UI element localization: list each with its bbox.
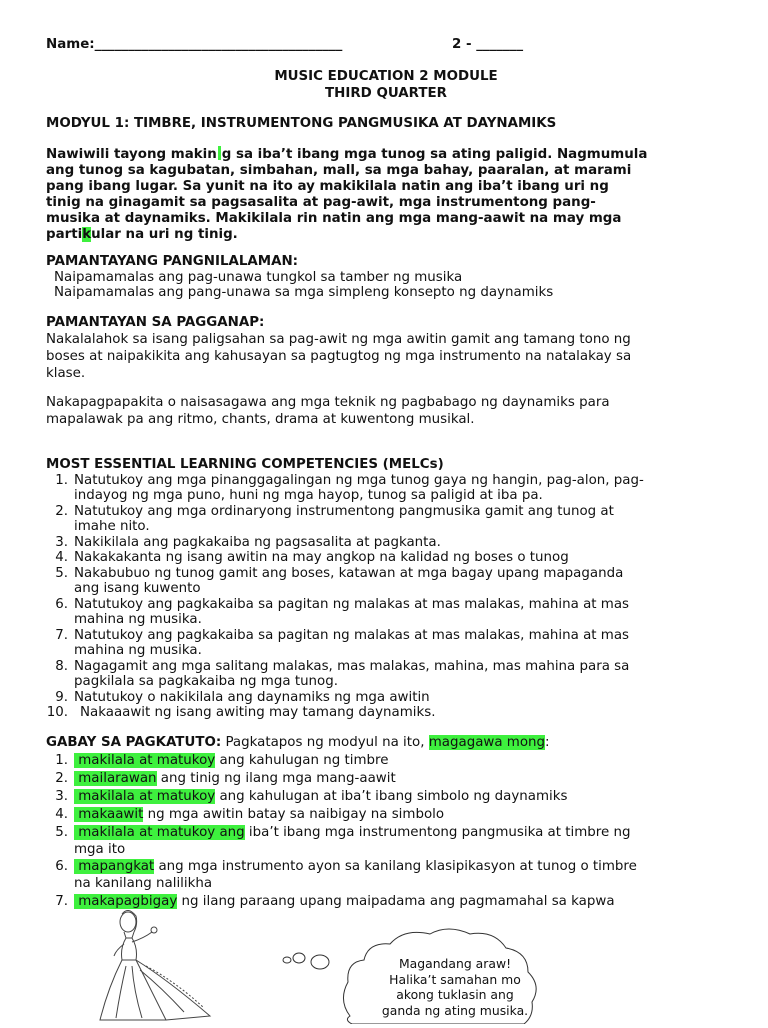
gabay-item: 5. makilala at matukoy ang iba’t ibang mga instrumentong pangmusika at timbre ng <box>55 825 631 840</box>
gabay-item-cont: na kanilang nalilikha <box>74 876 213 891</box>
melc-item-cont: indayog ng mga puno, huni ng mga hayop, tunog sa paligid at iba pa. <box>74 488 543 503</box>
melc-item: 7. Natutukoy ang pagkakaiba sa pagitan ng malakas at mas malakas, mahina at mas <box>55 628 630 643</box>
girl-illustration <box>86 908 216 1024</box>
intro-line-2: ang tunog sa kagubatan, simbahan, mall, sa mga bahay, paaralan, at marami <box>46 163 632 178</box>
pangnilalaman-item: Naipamamalas ang pang-unawa sa mga simpleng konsepto ng daynamiks <box>54 285 554 300</box>
module-title <box>46 115 556 132</box>
intro-line-1: Nawiwili tayong makin g sa iba’t ibang mga tunog sa ating paligid. Nagmumula <box>46 147 648 162</box>
text-cursor-highlight <box>218 146 221 160</box>
gabay-item: 2. mailarawan ang tinig ng ilang mga mang-aawit <box>55 771 396 786</box>
melc-item: 3. Nakikilala ang pagkakaiba ng pagsasalita at pagkanta. <box>55 535 441 550</box>
melc-item-cont: mahina ng musika. <box>74 643 202 658</box>
bubble-text: Magandang araw! Halika’t samahan mo akong tuklasin ang ganda ng ating musika. <box>381 956 529 1018</box>
grade-line <box>452 36 523 53</box>
highlighted-phrase: magagawa mong <box>428 735 546 750</box>
melc-item: 1. Natutukoy ang mga pinanggagalingan ng mga tunog gaya ng hangin, pag-alon, pag- <box>55 473 644 488</box>
pagganap-p2-line-2: mapalawak pa ang ritmo, chants, drama at kuwentong musikal. <box>46 412 475 427</box>
highlighted-letter: k <box>82 227 92 242</box>
module-title-text: : TIMBRE, INSTRUMENTONG PANGMUSIKA AT DAYNAMIKS <box>123 116 557 131</box>
melc-item: 9. Natutukoy o nakikilala ang daynamiks ng mga awitin <box>55 690 430 705</box>
grade-label: 2 - _______ <box>452 37 524 52</box>
melc-item: 6. Natutukoy ang pagkakaiba sa pagitan ng malakas at mas malakas, mahina at mas <box>55 597 630 612</box>
title-line-1: MUSIC EDUCATION 2 MODULE <box>274 69 498 84</box>
melc-item: 2. Natutukoy ang mga ordinaryong instrumentong pangmusika gamit ang tunog at <box>55 504 614 519</box>
pagganap-heading: PAMANTAYAN SA PAGGANAP: <box>46 315 265 330</box>
melcs-heading: MOST ESSENTIAL LEARNING COMPETENCIES (MELCs) <box>46 457 444 472</box>
pangnilalaman-item: Naipamamalas ang pag-unawa tungkol sa tamber ng musika <box>54 270 463 285</box>
module-prefix: MODYUL 1 <box>46 116 124 131</box>
gabay-item-cont: mga ito <box>74 842 126 857</box>
melc-item-cont: pagkilala sa pagkakaiba ng mga tunog. <box>74 674 338 689</box>
speech-bubble <box>342 920 564 1028</box>
intro-line-4: tinig na ginagamit sa pagsasalita at pag-awit, mga instrumentong pang- <box>46 195 596 210</box>
melc-item: 4. Nakakakanta ng isang awitin na may angkop na kalidad ng boses o tunog <box>55 550 569 565</box>
intro-line-3: pang ibang lugar. Sa yunit na ito ay makikilala natin ang iba’t ibang uri ng <box>46 179 609 194</box>
gabay-heading-line: GABAY SA PAGKATUTO: Pagkatapos ng modyul na ito, magagawa mong: <box>46 735 550 750</box>
pagganap-p1-line-1: Nakalalahok sa isang paligsahan sa pag-awit ng mga awitin gamit ang tamang tono ng <box>46 332 631 347</box>
gabay-item: 6. mapangkat ang mga instrumento ayon sa kanilang klasipikasyon at tunog o timbre <box>55 859 637 874</box>
gabay-heading: GABAY SA PAGKATUTO: <box>46 735 222 750</box>
pagganap-p2-line-1: Nakapagpapakita o naisasagawa ang mga teknik ng pagbabago ng daynamiks para <box>46 395 610 410</box>
pagganap-p1-line-3: klase. <box>46 366 86 381</box>
name-line <box>46 36 342 53</box>
melc-item-cont: mahina ng musika. <box>74 612 202 627</box>
name-label: Name:_____________________________________ <box>46 37 343 52</box>
gabay-item: 4. makaawit ng mga awitin batay sa naibigay na simbolo <box>55 807 445 822</box>
gabay-item: 1. makilala at matukoy ang kahulugan ng timbre <box>55 753 389 768</box>
gabay-item: 3. makilala at matukoy ang kahulugan at iba’t ibang simbolo ng daynamiks <box>55 789 568 804</box>
title-line-2: THIRD QUARTER <box>325 86 447 101</box>
pagganap-p1-line-2: boses at naipakikita ang kahusayan sa pagtugtog ng mga instrumento na natalakay sa <box>46 349 632 364</box>
melc-item-cont: ang isang kuwento <box>74 581 201 596</box>
melc-item: 10. Nakaaawit ng isang awiting may tamang daynamiks. <box>46 705 436 720</box>
melc-item: 5. Nakabubuo ng tunog gamit ang boses, katawan at mga bagay upang mapaganda <box>55 566 624 581</box>
gabay-item: 7. makapagbigay ng ilang paraang upang maipadama ang pagmamahal sa kapwa <box>55 894 615 909</box>
melc-item-cont: imahe nito. <box>74 519 150 534</box>
pangnilalaman-heading: PAMANTAYANG PANGNILALAMAN: <box>46 254 299 269</box>
melc-item: 8. Nagagamit ang mga salitang malakas, mas malakas, mahina, mas mahina para sa <box>55 659 630 674</box>
intro-line-6: partikular na uri ng tinig. <box>46 227 238 242</box>
intro-line-5: musika at daynamiks. Makikilala rin natin ang mga mang-aawit na may mga <box>46 211 622 226</box>
